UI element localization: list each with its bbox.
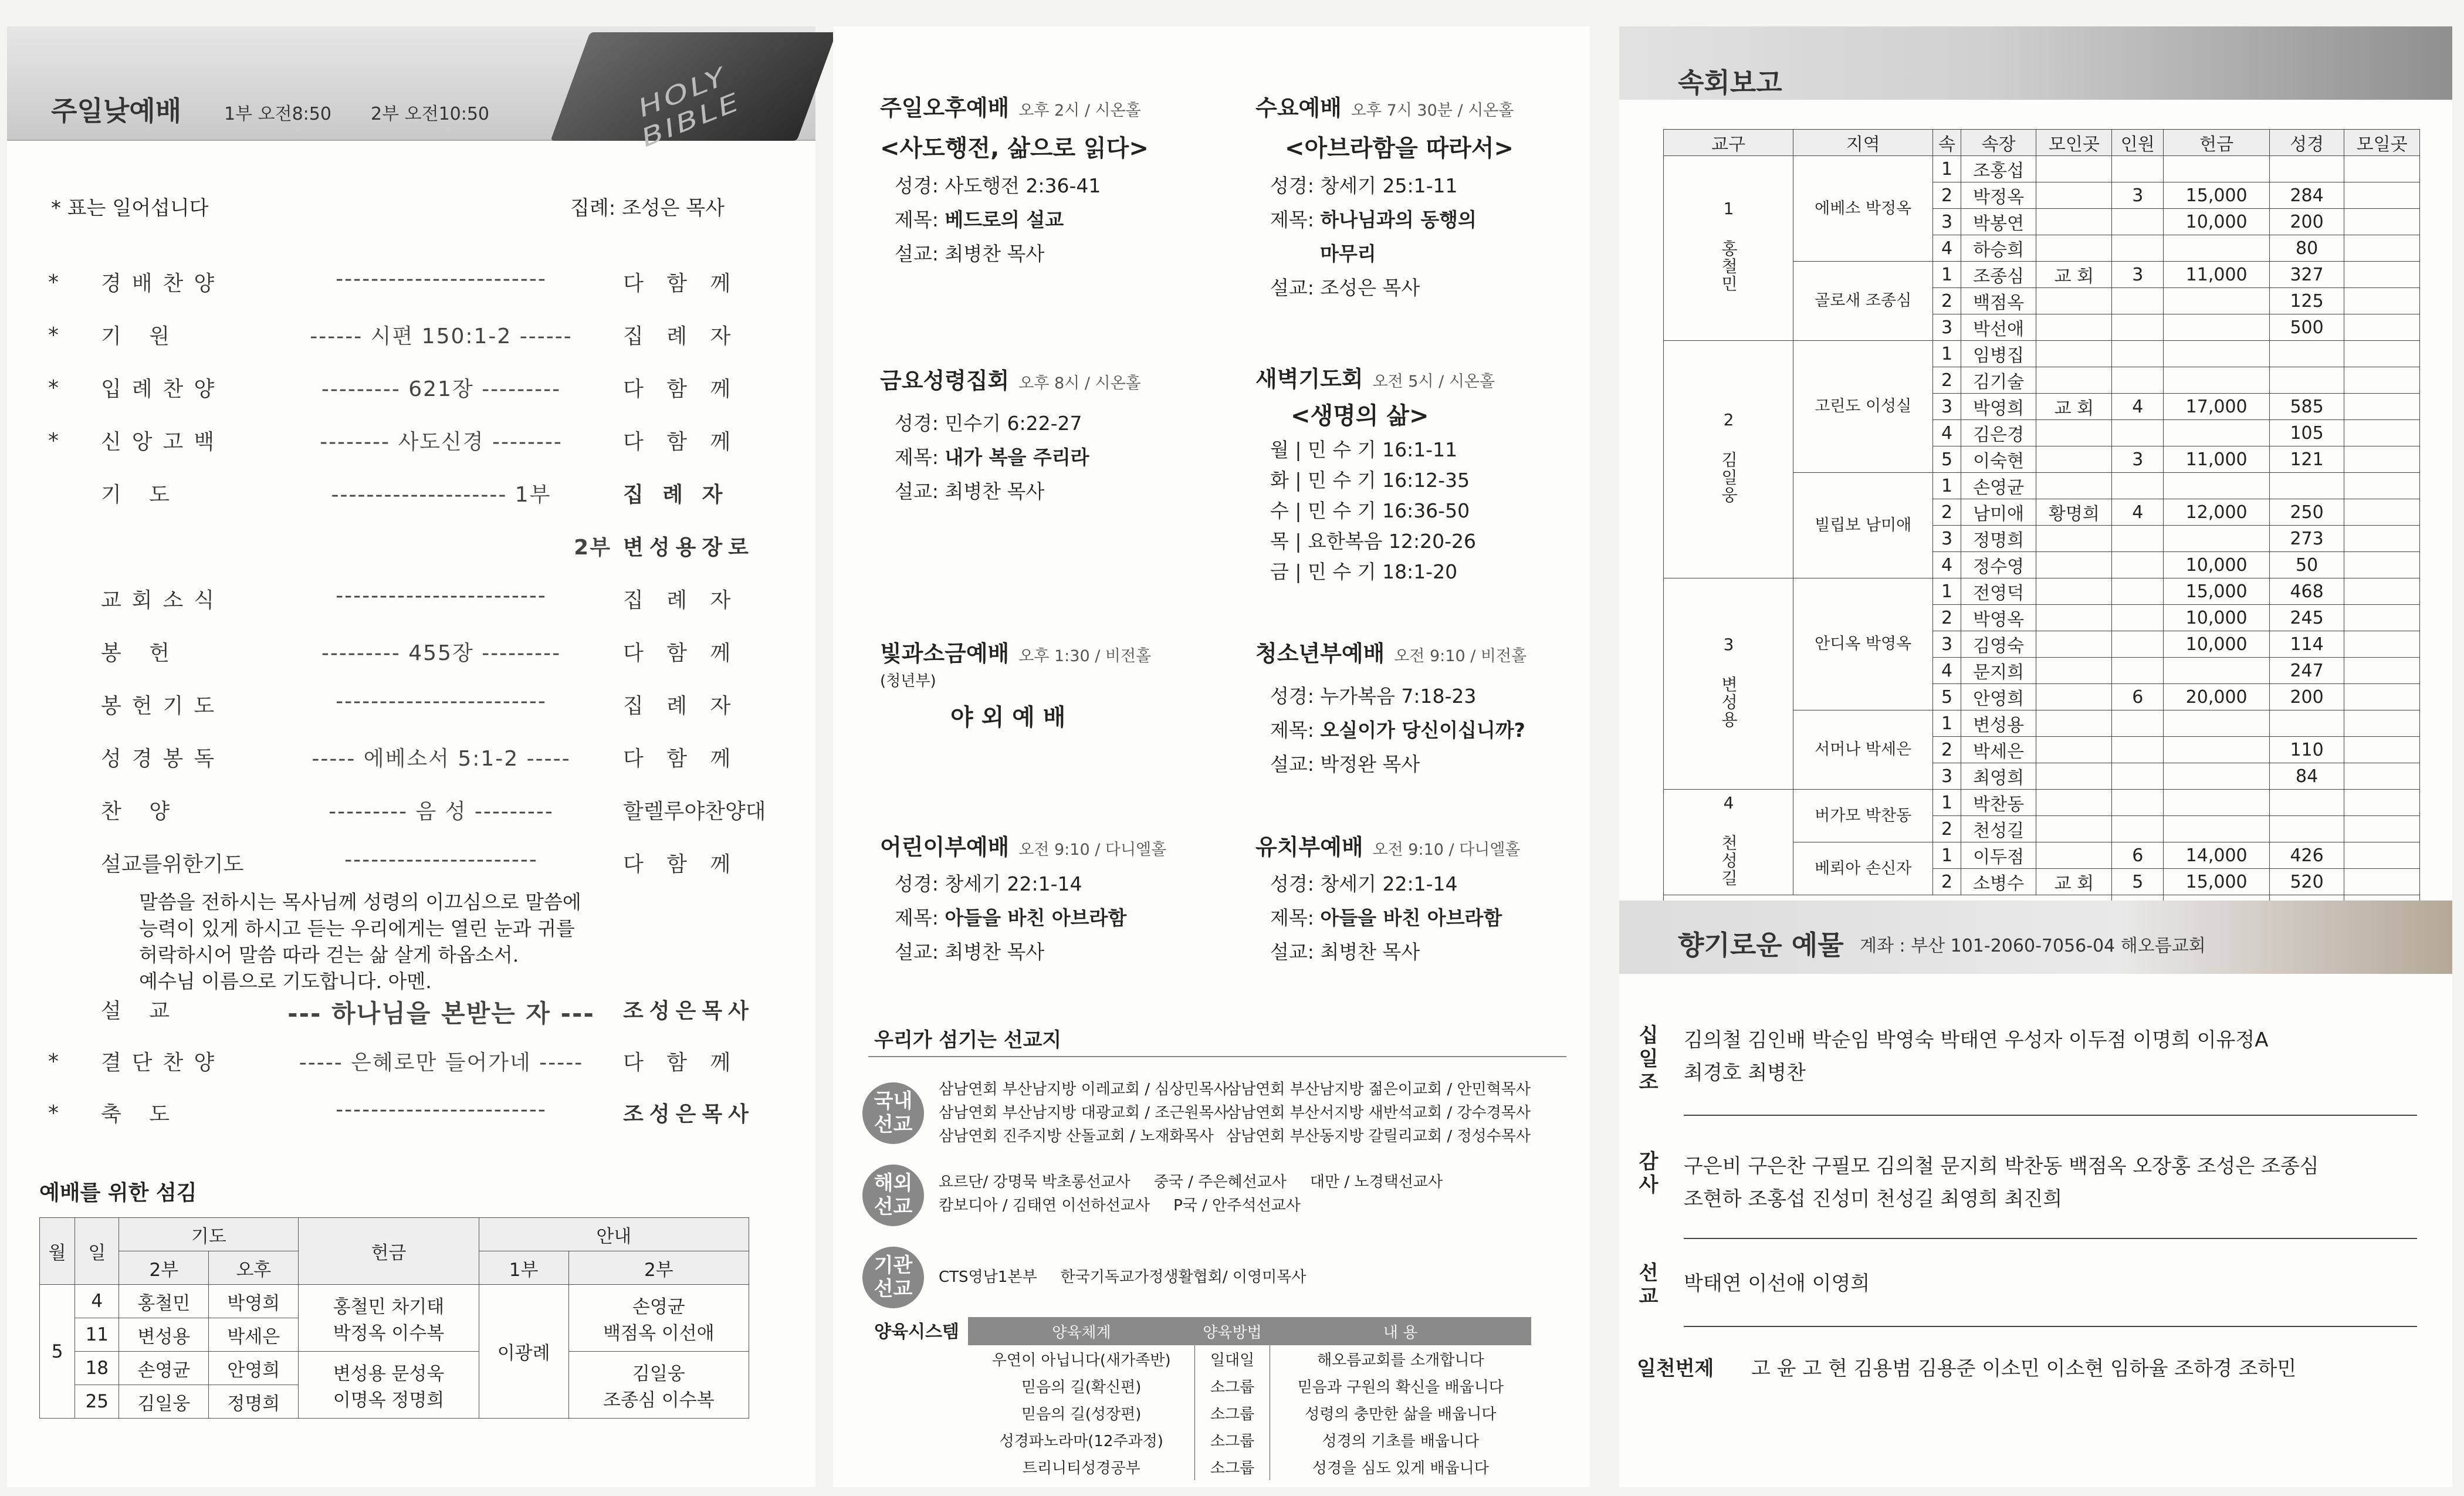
order-item: 기 도 -------------------- 1부 집 례 자 (101, 483, 729, 507)
cell-report-title: 속회보고 (1678, 67, 1782, 99)
institution-missions: CTS영남1본부 한국기독교가정생활협회/ 이영미목사 (939, 1268, 1307, 1286)
standing-note: * 표는 일어섭니다 (51, 197, 209, 220)
cell-report-table: 교구 지역 속 속장 모인곳 인원 헌금 성경 모일곳 1 홍철민 에베소 박정옥 1 조홍섭 2 박정옥 3 15,000 284 3 박봉연 10,000 200 4 하승희 80 골로새 조종심 1 조종심 교 회 3 11,000 327 2 백점옥 125 3 박선애 500 2 김일웅 고린도 이성실 1 임병집 2 김기술 3 박영희 교 회 4 17,000 585 4 김은경 105 5 이숙현 3 11,000 121 빌립보 남미애 1 손영균 2 남미애 황명희 4 12,000 250 3 정명희 273 4 정수영 10,000 50 3 변성용 안디옥 박영옥 1 전영덕 15,000 468 2 박영옥 10,000 245 3 김영숙 10,000 114 4 문지희 247 5 안영희 6 20,000 200 서머나 박세은 1 변성용 2 박세은 110 3 최영희 84 4 천성길 버가모 박찬동 1 박찬동 2 천성길 베뢰아 손신자 1 이두점 6 14,000 426 2 소병수 교 회 5 15,000 520 (1663, 129, 2420, 922)
table-row: 5 4 홍철민 박영희 홍철민 차기태 박정옥 이수복 이광례 손영균 백점옥 이선애 (40, 1285, 749, 1318)
mission-label: 선교 (1639, 1261, 1659, 1308)
table-row: 11 변성용 박세은 (40, 1318, 749, 1352)
offering-title: 향기로운 예물 (1678, 929, 1844, 961)
table-row: 1 홍철민 에베소 박정옥 1 조홍섭 (1664, 156, 2420, 182)
table-row: 2 남미애 황명희 4 12,000 250 (1664, 499, 2420, 526)
institution-mission-badge: 기관 선교 (862, 1247, 924, 1308)
table-row: 3 김영숙 10,000 114 (1664, 631, 2420, 658)
table-row: 2 천성길 (1664, 816, 2420, 842)
table-row: 4 천성길 버가모 박찬동 1 박찬동 (1664, 790, 2420, 816)
table-row: 베뢰아 손신자 1 이두점 6 14,000 426 (1664, 842, 2420, 869)
overseas-missions: 요르단/ 강명묵 박초롱선교사 중국 / 주은혜선교사 대만 / 노경택선교사 캄보디아 / 김태연 이선하선교사 P국 / 안주석선교사 (939, 1173, 1443, 1214)
friday-service: 금요성령집회 오후 8시 / 시온홀 성경: 민수기 6:22-27 제목: 내가 복을 주리라 설교: 최병찬 목사 (880, 368, 1141, 503)
order-item: 교회소식 ------------------------ 집 례 자 (101, 584, 739, 612)
afternoon-service: 주일오후예배 오후 2시 / 시온홀 <사도행전, 삶으로 읽다> 성경: 사도행전 2:36-41 제목: 베드로의 설교 설교: 최병찬 목사 (880, 95, 1149, 265)
order-item: 찬 양 --------- 음 성 --------- 할렐루야찬양대 (101, 800, 766, 824)
table-row: 서머나 박세은 1 변성용 (1664, 710, 2420, 737)
order-item: 2부 변성용장로 (574, 536, 754, 560)
benediction-row: * 축 도 ------------------------ 조성은목사 (48, 1098, 754, 1126)
table-row: 3 최영희 84 (1664, 763, 2420, 790)
service-time-1: 1부 오전8:50 (224, 104, 331, 124)
table-row: 4 김은경 105 (1664, 420, 2420, 446)
domestic-mission-badge: 국내 선교 (862, 1082, 924, 1144)
thousand-offering-label: 일천번제 (1637, 1357, 1714, 1380)
order-item: 성경봉독 ----- 에베소서 5:1-2 ----- 다 함 께 (101, 747, 739, 771)
table-row: 2 김일웅 고린도 이성실 1 임병집 (1664, 341, 2420, 367)
kindergarten-service: 유치부예배 오전 9:10 / 다니엘홀 성경: 창세기 22:1-14 제목: 아들을 바친 아브라함 설교: 최병찬 목사 (1255, 834, 1521, 963)
table-row: 3 박영희 교 회 4 17,000 585 (1664, 394, 2420, 420)
training-table: 양육체계 양육방법 내 용 우연이 아닙니다(새가족반) 일대일 해오름교회를 소개합니다 믿음의 길(확신편) 소그룹 믿음과 구원의 확신을 배웁니다 믿음의 길(성장편) 소그룹 성령의 충만한 삶을 배웁니다 성경파노라마(12주과정) 소그룹 성경의 기초를 배웁니다 트리니티성경공부 소그룹 성경을 심도 있게 배웁니다 (968, 1317, 1531, 1480)
table-row: 4 하승희 80 (1664, 235, 2420, 262)
sunday-title: 주일낮예배 (51, 95, 182, 127)
offering-header (1619, 901, 2452, 974)
order-item: * 신앙고백 -------- 사도신경 -------- 다 함 께 (48, 429, 739, 454)
table-row: 2 박정옥 3 15,000 284 (1664, 182, 2420, 209)
table-row: 2 김기술 (1664, 367, 2420, 394)
tithe-group: 십일조 김의철 김인배 박순임 박영숙 박태연 우성자 이두점 이명희 이유정A 최경호 최병찬 (1637, 1024, 2435, 1118)
table-row: 2 백점옥 125 (1664, 288, 2420, 314)
order-item: 봉헌기도 ------------------------ 집 례 자 (101, 689, 739, 718)
services-panel (833, 26, 1590, 1487)
divider (868, 1056, 1566, 1057)
table-row: 4 문지희 247 (1664, 658, 2420, 684)
thousand-offering-group (1637, 1352, 2435, 1399)
domestic-missions-left: 삼남연회 부산남지방 이레교회 / 심상민목사 삼남연회 부산남지방 대광교회 / 조근원목사 삼남연회 진주지방 산돌교회 / 노재화목사 (939, 1081, 1228, 1145)
table-row: 2 소병수 교 회 5 15,000 520 (1664, 869, 2420, 895)
table-row: 3 박봉연 10,000 200 (1664, 209, 2420, 235)
youth-service: 청소년부예배 오전 9:10 / 비전홀 성경: 누가복음 7:18-23 제목: 오실이가 당신이십니까? 설교: 박정완 목사 (1255, 641, 1527, 776)
sunday-service-panel (7, 26, 815, 1487)
table-row: 믿음의 길(확신편) 소그룹 믿음과 구원의 확신을 배웁니다 (968, 1372, 1531, 1399)
training-title: 양육시스템 (874, 1322, 959, 1342)
order-item: * 기 원 ------ 시편 150:1-2 ------ 집 례 자 (48, 323, 739, 348)
young-adult-service: 빛과소금예배 오후 1:30 / 비전홀 (청년부) 야 외 예 배 (880, 641, 1152, 731)
table-row: 성경파노라마(12주과정) 소그룹 성경의 기초를 배웁니다 (968, 1426, 1531, 1453)
table-row: 18 손영균 안영희 변성용 문성욱 이명옥 정명희 김일웅 조종심 이수복 (40, 1352, 749, 1385)
order-item: * 경배찬양 ------------------------ 다 함 께 (48, 267, 739, 296)
service-time-2: 2부 오전10:50 (371, 104, 490, 124)
table-row: 5 안영희 6 20,000 200 (1664, 684, 2420, 710)
table-row: 우연이 아닙니다(새가족반) 일대일 해오름교회를 소개합니다 (968, 1345, 1531, 1372)
domestic-missions-right: 삼남연회 부산남지방 젊은이교회 / 안민혁목사 삼남연회 부산서지방 새반석교회 / 강수경목사 삼남연회 부산동지방 갈릴리교회 / 정성수목사 (1226, 1081, 1531, 1145)
thanks-group: 감사 구은비 구은찬 구필모 김의철 문지희 박찬동 백점옥 오장홍 조성은 조종심 조현하 조홍섭 진성미 천성길 최영희 최진희 (1637, 1150, 2435, 1244)
order-item: * 입례찬양 --------- 621장 --------- 다 함 께 (48, 376, 739, 401)
thanks-label: 감사 (1639, 1150, 1659, 1197)
table-row: 믿음의 길(성장편) 소그룹 성령의 충만한 삶을 배웁니다 (968, 1399, 1531, 1426)
cell-report-header (1619, 26, 2452, 100)
table-row: 2 박영옥 10,000 245 (1664, 605, 2420, 631)
table-row: 빌립보 남미애 1 손영균 (1664, 473, 2420, 499)
serve-table: 월 일 기도 헌금 안내 2부 오후 1부 2부 5 4 홍철민 박영희 홍철민 차기태 박정옥 이수복 이광례 손영균 백점옥 이선애 11 변성용 박세은 18 손영균 안영희 변성용 문성욱 이명옥 정명희 김일웅 조종심 이수복 25 김일웅 정명희 (39, 1217, 749, 1419)
table-row: 4 정수영 10,000 50 (1664, 552, 2420, 578)
table-row: 2 박세은 110 (1664, 737, 2420, 763)
closing-hymn-row: * 결단찬양 ----- 은혜로만 들어가네 ----- 다 함 께 (48, 1050, 739, 1075)
table-row: 25 김일웅 정명희 (40, 1385, 749, 1419)
sunday-header (7, 26, 815, 155)
service-leader: 집례: 조성은 목사 (570, 197, 725, 220)
sermon-row: 설 교 --- 하나님을 본받는 자 --- 조성은목사 (101, 999, 754, 1028)
thousand-offering-names: 고 윤 고 현 김용범 김용준 이소민 이소현 임하율 조하경 조하민 (1751, 1357, 2297, 1380)
cell-report-panel (1619, 26, 2452, 1487)
account-info: 계좌 : 부산 101-2060-7056-04 해오름교회 (1860, 936, 2206, 956)
table-row: 3 박선애 500 (1664, 314, 2420, 341)
children-service: 어린이부예배 오전 9:10 / 다니엘홀 성경: 창세기 22:1-14 제목: 아들을 바친 아브라함 설교: 최병찬 목사 (880, 834, 1167, 963)
dawn-service: 새벽기도회 오전 5시 / 시온홀 <생명의 삶> 월 | 민 수 기 16:1-11 화 | 민 수 기 16:12-35 수 | 민 수 기 16:36-50 목 | 요한복음 12:20-26 금 | 민 수 기 18:1-20 (1255, 366, 1495, 583)
table-row: 트리니티성경공부 소그룹 성경을 심도 있게 배웁니다 (968, 1453, 1531, 1480)
table-row: 골로새 조종심 1 조종심 교 회 3 11,000 327 (1664, 262, 2420, 288)
mission-offering-group: 선교 박태연 이선애 이영희 (1637, 1261, 2435, 1332)
bible-image: HOLY BIBLE (550, 32, 836, 141)
table-row: 5 이숙현 3 11,000 121 (1664, 446, 2420, 473)
table-row: 3 변성용 안디옥 박영옥 1 전영덕 15,000 468 (1664, 578, 2420, 605)
order-item: 설교를위한기도 ---------------------- 다 함 께 (101, 848, 739, 876)
tithe-label: 십일조 (1639, 1024, 1659, 1094)
wednesday-service: 수요예배 오후 7시 30분 / 시온홀 <아브라함을 따라서> 성경: 창세기 25:1-11 제목: 하나님과의 동행의 마무리 설교: 조성은 목사 (1255, 95, 1514, 299)
prayer-text: 말씀을 전하시는 목사님께 성령의 이끄심으로 말씀에 능력이 있게 하시고 듣는 우리에게는 열린 눈과 귀를 허락하시어 말씀 따라 걷는 삶 살게 하옵소서. 예수님 이름으로 기도합니다. 아멘. (139, 891, 581, 993)
overseas-mission-badge: 해외 선교 (862, 1165, 924, 1226)
table-row: 3 정명희 273 (1664, 526, 2420, 552)
order-item: 봉 헌 --------- 455장 --------- 다 함 께 (101, 641, 739, 665)
serve-title: 예배를 위한 섬김 (39, 1181, 197, 1205)
missions-title: 우리가 섬기는 선교지 (874, 1028, 1062, 1052)
